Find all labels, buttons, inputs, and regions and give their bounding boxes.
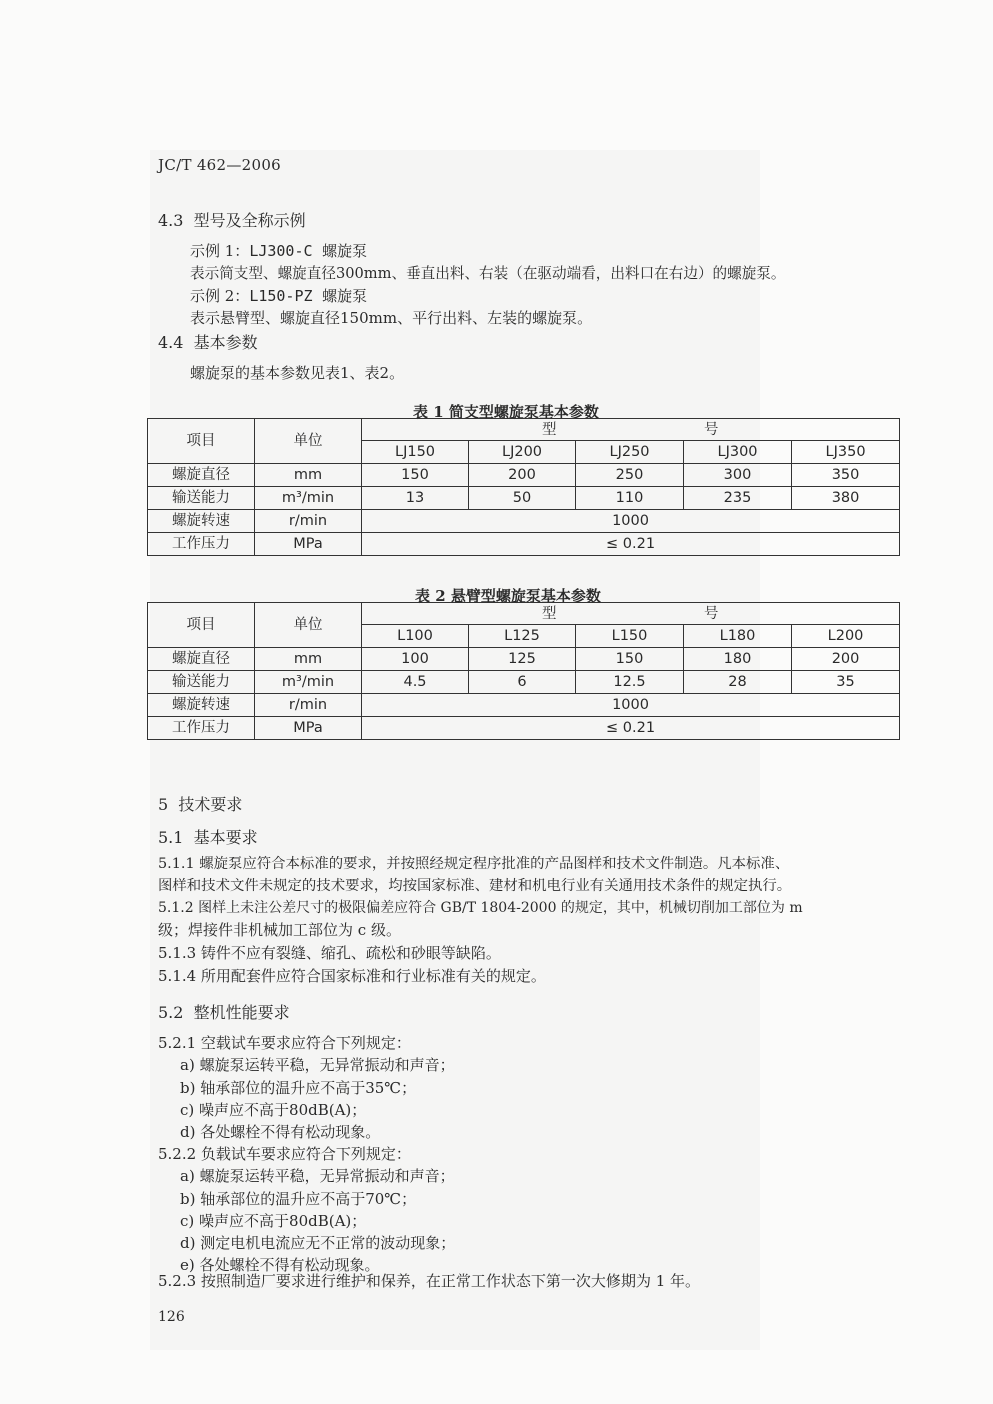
row-item: 工作压力	[148, 533, 255, 556]
model-col: L180	[684, 625, 792, 648]
example-label: 示例 2：	[190, 287, 250, 305]
cell-value: 110	[576, 487, 684, 510]
row-unit: m³/min	[255, 671, 362, 694]
cell-value: 4.5	[362, 671, 469, 694]
example-model: LJ300-C	[249, 242, 313, 260]
basic-parameters-text: 螺旋泵的基本参数见表1、表2。	[190, 364, 405, 382]
table-1	[147, 418, 900, 556]
list-item: b) 轴承部位的温升应不高于35℃；	[180, 1079, 417, 1097]
table-header-unit: 单位	[255, 419, 362, 464]
table-1-caption: 表 1 简支型螺旋泵基本参数	[413, 403, 599, 421]
table-header-item: 项目	[148, 603, 255, 648]
table-header-model	[362, 603, 900, 625]
row-item: 输送能力	[148, 487, 255, 510]
model-col: L150	[576, 625, 684, 648]
example-name: 螺旋泵	[322, 287, 368, 305]
row-unit: MPa	[255, 717, 362, 740]
model-col: LJ250	[576, 441, 684, 464]
cell-value: 250	[576, 464, 684, 487]
clause-5-1-2-line-1: 5.1.2 图样上未注公差尺寸的极限偏差应符合 GB/T 1804-2000 的规定，其中，机械切削加工部位为 m	[158, 900, 803, 916]
cell-value: 28	[684, 671, 792, 694]
header-model-char-a: 型	[542, 422, 557, 438]
example-name: 螺旋泵	[322, 242, 368, 260]
standard-code-header: JC/T 462—2006	[158, 156, 282, 174]
list-item: e) 各处螺栓不得有松动现象。	[180, 1256, 380, 1274]
section-title: 基本要求	[193, 828, 258, 847]
cell-value-merged: 1000	[362, 694, 900, 717]
clause-5-1-1-line-1: 5.1.1 螺旋泵应符合本标准的要求，并按照经规定程序批准的产品图样和技术文件制造。凡本标准、	[158, 856, 790, 872]
cell-value: 350	[792, 464, 900, 487]
cell-value: 50	[469, 487, 576, 510]
model-col: L125	[469, 625, 576, 648]
clause-5-2-2: 5.2.2 负载试车要求应符合下列规定：	[158, 1145, 411, 1163]
model-col: L100	[362, 625, 469, 648]
table-row	[148, 487, 900, 510]
model-col: LJ300	[684, 441, 792, 464]
row-item: 螺旋直径	[148, 648, 255, 671]
clause-5-1-3: 5.1.3 铸件不应有裂缝、缩孔、疏松和砂眼等缺陷。	[158, 944, 501, 962]
table-header-model	[362, 419, 900, 441]
table-row	[148, 694, 900, 717]
section-number: 4.4	[158, 333, 184, 352]
row-unit: r/min	[255, 510, 362, 533]
section-number: 5.2	[158, 1003, 184, 1022]
cell-value-merged: ≤ 0.21	[362, 717, 900, 740]
page-number: 126	[158, 1309, 185, 1325]
cell-value: 235	[684, 487, 792, 510]
section-title: 型号及全称示例	[193, 211, 306, 230]
list-item: a) 螺旋泵运转平稳，无异常振动和声音；	[180, 1056, 455, 1074]
table-header-item: 项目	[148, 419, 255, 464]
table-row	[148, 464, 900, 487]
cell-value: 150	[576, 648, 684, 671]
cell-value: 200	[792, 648, 900, 671]
section-5-heading	[158, 792, 242, 815]
row-item: 输送能力	[148, 671, 255, 694]
list-item: d) 测定电机电流应无不正常的波动现象；	[180, 1234, 456, 1252]
cell-value-merged: 1000	[362, 510, 900, 533]
list-item: a) 螺旋泵运转平稳，无异常振动和声音；	[180, 1167, 455, 1185]
model-col: LJ200	[469, 441, 576, 464]
row-unit: mm	[255, 464, 362, 487]
section-number: 5.1	[158, 828, 184, 847]
row-item: 螺旋直径	[148, 464, 255, 487]
cell-value: 150	[362, 464, 469, 487]
example-2-description: 表示悬臂型、螺旋直径150mm、平行出料、左装的螺旋泵。	[190, 309, 593, 327]
cell-value: 200	[469, 464, 576, 487]
section-4-4-heading	[158, 330, 258, 353]
row-item: 工作压力	[148, 717, 255, 740]
list-item: c) 噪声应不高于80dB(A)；	[180, 1101, 367, 1119]
example-1-line	[190, 240, 367, 261]
list-item: b) 轴承部位的温升应不高于70℃；	[180, 1190, 417, 1208]
table-row	[148, 717, 900, 740]
cell-value: 12.5	[576, 671, 684, 694]
table-header-unit: 单位	[255, 603, 362, 648]
cell-value: 35	[792, 671, 900, 694]
row-unit: r/min	[255, 694, 362, 717]
table-2-caption: 表 2 悬臂型螺旋泵基本参数	[415, 587, 601, 605]
cell-value: 380	[792, 487, 900, 510]
cell-value: 125	[469, 648, 576, 671]
row-item: 螺旋转速	[148, 694, 255, 717]
clause-5-2-3: 5.2.3 按照制造厂要求进行维护和保养，在正常工作状态下第一次大修期为 1 年。	[158, 1272, 701, 1290]
section-title: 基本参数	[193, 333, 258, 352]
table-row	[148, 510, 900, 533]
table-row	[148, 648, 900, 671]
list-item: c) 噪声应不高于80dB(A)；	[180, 1212, 367, 1230]
model-col: LJ150	[362, 441, 469, 464]
cell-value-merged: ≤ 0.21	[362, 533, 900, 556]
section-title: 技术要求	[178, 795, 243, 814]
section-5-1-heading	[158, 825, 258, 848]
section-number: 5	[158, 795, 169, 814]
model-col: L200	[792, 625, 900, 648]
cell-value: 300	[684, 464, 792, 487]
cell-value: 13	[362, 487, 469, 510]
example-2-line	[190, 285, 367, 306]
header-model-char-b: 号	[704, 422, 719, 438]
row-unit: m³/min	[255, 487, 362, 510]
cell-value: 6	[469, 671, 576, 694]
model-col: LJ350	[792, 441, 900, 464]
table-2	[147, 602, 900, 740]
table-row	[148, 533, 900, 556]
example-model: L150-PZ	[249, 287, 313, 305]
section-title: 整机性能要求	[193, 1003, 290, 1022]
row-unit: MPa	[255, 533, 362, 556]
section-5-2-heading	[158, 1000, 290, 1023]
cell-value: 100	[362, 648, 469, 671]
list-item: d) 各处螺栓不得有松动现象。	[180, 1123, 381, 1141]
example-label: 示例 1：	[190, 242, 250, 260]
section-4-3-heading	[158, 208, 306, 231]
clause-5-2-1: 5.2.1 空载试车要求应符合下列规定：	[158, 1034, 411, 1052]
header-model-char-a: 型	[542, 606, 557, 622]
row-item: 螺旋转速	[148, 510, 255, 533]
row-unit: mm	[255, 648, 362, 671]
section-number: 4.3	[158, 211, 184, 230]
header-model-char-b: 号	[704, 606, 719, 622]
example-1-description: 表示简支型、螺旋直径300mm、垂直出料、右装（在驱动端看，出料口在右边）的螺旋泵。	[190, 265, 786, 282]
clause-5-1-4: 5.1.4 所用配套件应符合国家标准和行业标准有关的规定。	[158, 967, 546, 985]
clause-5-1-1-line-2: 图样和技术文件未规定的技术要求，均按国家标准、建材和机电行业有关通用技术条件的规定执行。	[158, 878, 792, 894]
cell-value: 180	[684, 648, 792, 671]
table-row	[148, 671, 900, 694]
clause-5-1-2-line-2: 级；焊接件非机械加工部位为 c 级。	[158, 921, 401, 939]
